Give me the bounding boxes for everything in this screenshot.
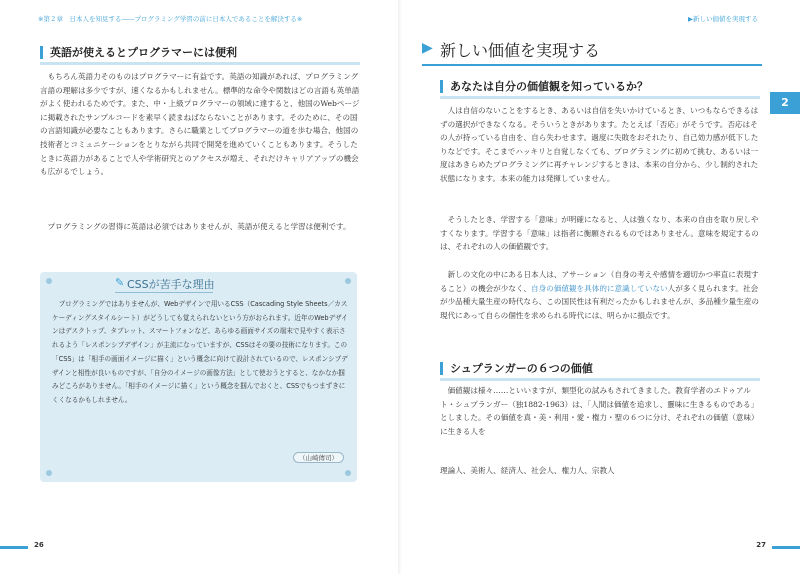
triangle-right-icon: ▶: [422, 40, 433, 56]
page-title: 新しい価値を実現する: [440, 41, 601, 60]
box-corner-dot: [46, 470, 52, 476]
footer-bar-right: [772, 546, 800, 549]
column-credit: （山崎傳司）: [293, 452, 344, 463]
spranger-paragraph: 価値観は様々……といいますが、類型化の試みもされてきました。教育学者のエドゥアルト・シュプランガー（独1882-1963）は、「人間は価値を追求し、靈味に生きるものである」としました。その価値を真・美・利用・愛・権力・聖の６つに分け、それぞれの価値（意味）に生きる人を: [440, 386, 759, 436]
heading-underline: [440, 96, 760, 99]
box-corner-dot: [345, 278, 351, 284]
column-text: プログラミングではありませんが、Webデザインで用いるCSS（Cascading Style Sheets／カスケーディングスタイルシート）がどうしても覚えられないという方がおられます。近年のWebデザインはデスクトップ、タブレット、スマートフォンなど、あらゆる画面サイズの端末で見やすく表示されるよう「レスポンシブデザイン」が主流になっていますが、CSSはその要の技術になります。この「CSS」は「相手の画面イメージに描く」という概念に向けて設計されているので、レスポンシブデザインと相性が良いものですが、「自分のイメージの画像方法」として使おうとすると、なかなか掴みどころがありません。「相手のイメージに描く」という概念を掴んでおくと、CSSでもつまずきにくくなるかもしれません。: [52, 300, 348, 404]
value-types-list: 理論人、美術人、経済人、社会人、権力人、宗教人: [440, 466, 615, 475]
column-title: CSSが苦手な理由: [127, 278, 215, 291]
box-corner-dot: [345, 470, 351, 476]
title-underline: [422, 64, 762, 66]
box-corner-dot: [46, 278, 52, 284]
running-head-right: ▶新しい価値を実現する: [688, 15, 758, 23]
section-heading-spranger: シュプランガーの６つの価値: [440, 362, 593, 375]
english-paragraph-1: もちろん英語力そのものはプログラマーに有益です。英語の知識があれば、プログラミング言語の理解は多少ですが、速くなるかもしれません。標準的な命令や関数はどの言語も英単語がよく使われるためです。また、中・上級プログラマーの領域に達すると、他国のWebページに掲載されたサンプルコードを素早く読まねばならないことがあります。そのために、その国の言語知識が必要なこともあります。さらに職業としてプログラマーの道を歩む場合、他国の技術者とコミュニケーションをとりながら共同で開発を進めていくこともあります。そうしたときに英語力があることで人や学術研究とのアクセスが増え、それだけキャリアアップの機会も広がるでしょう。: [40, 72, 360, 177]
paragraph-text: 新しの文化の中にある日本人は、アサーション（自身の考えや感情を適切かつ率直に表現すること）の機会が少なく、: [440, 270, 759, 293]
values-paragraph-2: そうしたとき、学習する「意味」が明確になると、人は強くなり、本来の自由を取り戻しやすくなります。学習する「意味」は指者に衡願されるものではありません。意味を規定するのは、それぞれの人の価値観です。: [440, 215, 759, 252]
values-paragraph-1: 人は自信のないことをするとき、あるいは自信を失いかけているとき、いつもならできるはずの選択ができなくなる。そういうときがあります。たとえば「否応」がそうです。否応はその人が持っている自由を、自ら失わせます。過度に失敗をおそれたり、自己効力感が低下したりなどです。そこまでハッキリと自覚しなくても、プログラミングに初めて挑む、あるいは一度はあきらめたプログラミングに再チャレンジするときは、本来の自分から、少し制約された状態になります。本来の能力は発揮していません。: [440, 106, 759, 183]
footer-bar-left: [0, 546, 28, 549]
heading-underline: [440, 378, 760, 381]
paragraph-text: 人が多く見られます。社会が少品種大量生産の時代なら、この国民性は有利だったかもしれませんが、多品種少量生産の現代にあって自らの個性を求められる時代には、明らかに損点です。: [440, 283, 759, 320]
column-title-underline: [115, 292, 213, 293]
values-paragraph-3: [440, 268, 760, 322]
chapter-tab: 2: [770, 92, 800, 114]
pencil-icon: ✎: [115, 276, 125, 289]
right-page: [400, 0, 800, 574]
running-head-left: ※第２章 日本人を知見する――プログラミング学習の前に日本人であることを解決する※: [38, 15, 303, 23]
page-number-right: 27: [756, 541, 766, 549]
page-number-left: 26: [34, 541, 44, 549]
english-paragraph-2: プログラミングの習得に英語は必須ではありませんが、英語が使えると学習は便利です。: [47, 222, 351, 231]
highlighted-phrase: 自身の価値観を具体的に意識していない: [530, 283, 668, 293]
section-heading-values: あなたは自分の価値観を知っているか？: [440, 80, 648, 93]
section-heading-english: 英語が使えるとプログラマーには便利: [40, 46, 237, 59]
heading-underline: [40, 62, 360, 65]
